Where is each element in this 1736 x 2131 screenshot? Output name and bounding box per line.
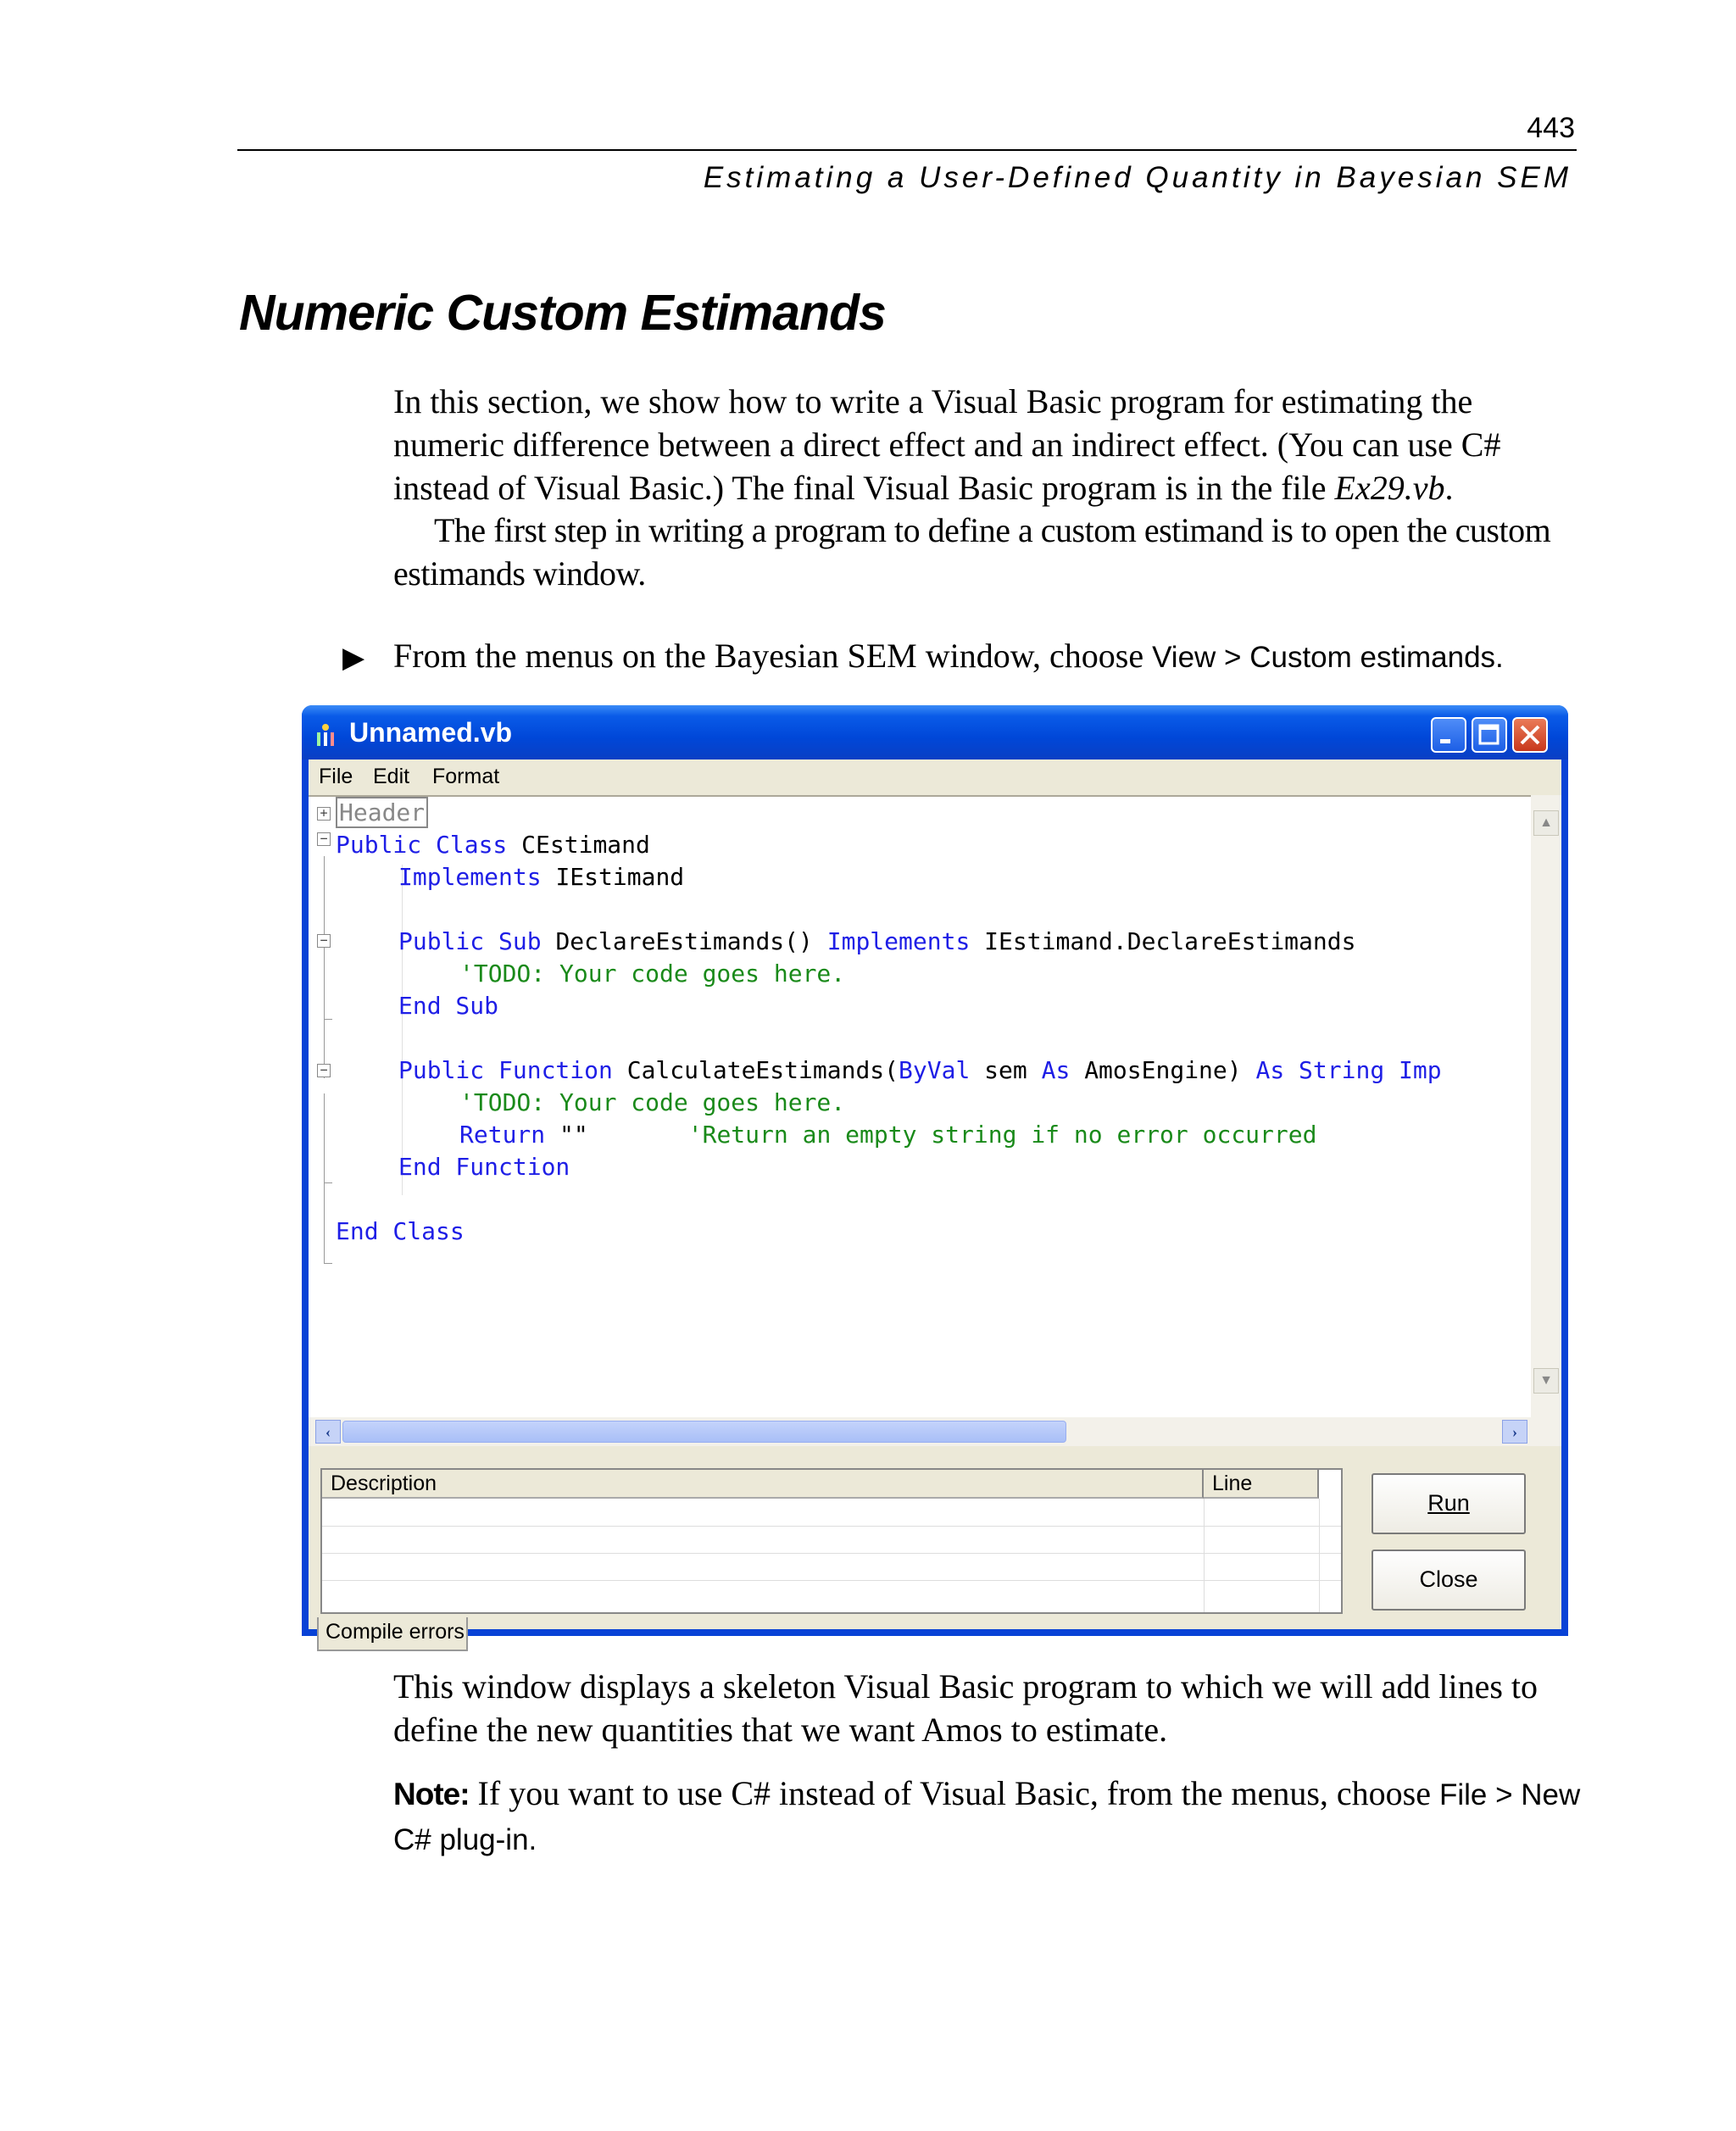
- menu-separator: >: [1216, 641, 1250, 674]
- bullet-text: From the menus on the Bayesian SEM window, choose: [393, 637, 1153, 675]
- compile-errors-table[interactable]: [320, 1468, 1343, 1614]
- maximize-icon: [1473, 719, 1505, 751]
- identifier: DeclareEstimands(): [555, 927, 827, 955]
- code-line: [459, 1087, 845, 1119]
- column-divider: [1204, 1499, 1205, 1612]
- scroll-up-icon[interactable]: ▲: [1533, 810, 1559, 836]
- column-divider: [1319, 1499, 1320, 1612]
- window-description-paragraph: This window displays a skeleton Visual Basic program to which we will add lines to define the new quantities that we want Amos to estimate.: [393, 1667, 1538, 1749]
- keyword: Implements: [826, 927, 985, 955]
- code-line: [336, 829, 650, 861]
- scroll-left-icon[interactable]: ‹: [315, 1420, 341, 1444]
- collapse-icon[interactable]: −: [317, 1064, 331, 1077]
- menu-new-csharp-plugin: New C# plug-in.: [393, 1778, 1581, 1856]
- run-button[interactable]: [1372, 1473, 1526, 1534]
- code-line: [398, 990, 498, 1022]
- intro-paragraph: [393, 380, 1589, 509]
- keyword: End Sub: [398, 992, 499, 1020]
- code-line: [336, 1216, 465, 1248]
- title-bar[interactable]: [302, 705, 1568, 759]
- outline-guide: [324, 1093, 325, 1204]
- identifier: CalculateEstimands(: [626, 1056, 899, 1084]
- menu-file[interactable]: File: [319, 765, 353, 788]
- header-region[interactable]: Header: [336, 797, 428, 828]
- scroll-right-icon[interactable]: ›: [1502, 1420, 1527, 1444]
- app-icon: [312, 722, 339, 749]
- keyword: ByVal: [899, 1056, 985, 1084]
- outline-guide: [324, 1263, 332, 1264]
- file-name: Ex29.vb: [1334, 469, 1445, 507]
- outline-guide: [324, 1204, 325, 1263]
- comment: 'Return an empty string if no error occurred: [687, 1121, 1317, 1149]
- keyword: Public Function: [398, 1056, 627, 1084]
- menu-separator: >: [1487, 1778, 1522, 1811]
- identifier: CEstimand: [521, 831, 650, 859]
- keyword: End Class: [336, 1217, 465, 1245]
- keyword: As: [1041, 1056, 1085, 1084]
- running-head: Estimating a User-Defined Quantity in Bayesian SEM: [703, 161, 1572, 194]
- horizontal-scroll-thumb[interactable]: [342, 1421, 1066, 1443]
- code-editor[interactable]: [309, 795, 1531, 1417]
- code-line: [398, 1054, 1442, 1087]
- horizontal-scrollbar[interactable]: [309, 1417, 1561, 1446]
- header-rule: [237, 149, 1577, 151]
- menu-view: View: [1152, 641, 1216, 674]
- code-line: [459, 1119, 1316, 1151]
- identifier: AmosEngine): [1084, 1056, 1256, 1084]
- note-text: If you want to use C# instead of Visual Basic, from the menus, choose: [469, 1774, 1439, 1812]
- close-window-button[interactable]: [1512, 717, 1548, 753]
- outline-guide: [324, 1019, 332, 1020]
- minimize-icon: [1433, 719, 1465, 751]
- scroll-down-icon[interactable]: ▼: [1533, 1368, 1559, 1394]
- identifier: IEstimand: [555, 863, 685, 891]
- close-icon: [1514, 719, 1546, 751]
- menu-edit[interactable]: Edit: [373, 765, 410, 788]
- note-paragraph: [393, 1772, 1589, 1861]
- menu-file-ref: File: [1438, 1778, 1488, 1811]
- comment: 'TODO: Your code goes here.: [459, 1088, 846, 1116]
- intro-end: .: [1444, 469, 1454, 507]
- code-line-header: [336, 797, 428, 829]
- bullet-arrow-icon: ▶: [342, 643, 365, 674]
- tab-compile-errors[interactable]: Compile errors: [317, 1617, 468, 1651]
- keyword: End Function: [398, 1153, 570, 1181]
- intro-text: In this section, we show how to write a Visual Basic program for estimating the numeric difference between a direct effect and an indirect effect. (You can use C# instead of Visual Basic.) The final Visual Basic program is in the file: [393, 382, 1501, 507]
- code-line: [398, 1151, 570, 1183]
- code-line: [398, 861, 684, 893]
- maximize-button[interactable]: [1472, 717, 1507, 753]
- table-row: [322, 1580, 1341, 1581]
- collapse-icon[interactable]: −: [317, 934, 331, 948]
- collapse-icon[interactable]: −: [317, 832, 331, 846]
- code-line: [398, 926, 1355, 958]
- outline-guide: [324, 856, 325, 1078]
- column-header-description[interactable]: Description: [322, 1470, 1204, 1499]
- identifier: IEstimand.DeclareEstimands: [984, 927, 1356, 955]
- note-label: Note:: [393, 1777, 470, 1811]
- table-row: [322, 1526, 1341, 1527]
- keyword: Public Class: [336, 831, 522, 859]
- instruction-bullet: [342, 634, 1597, 680]
- run-label: Run: [1427, 1490, 1470, 1516]
- column-header-line[interactable]: Line: [1204, 1470, 1319, 1499]
- vertical-scrollbar[interactable]: [1531, 795, 1561, 1417]
- keyword: Return: [459, 1121, 560, 1149]
- comment: 'TODO: Your code goes here.: [459, 960, 846, 988]
- close-button[interactable]: Close: [1372, 1550, 1526, 1611]
- table-row: [322, 1553, 1341, 1554]
- section-title: Numeric Custom Estimands: [239, 285, 886, 341]
- first-step-paragraph: The first step in writing a program to define a custom estimand is to open the custom estimands window.: [393, 511, 1551, 593]
- custom-estimands-window: [302, 705, 1568, 1644]
- indent-guide: [402, 865, 403, 1195]
- menu-custom-estimands: Custom estimands.: [1249, 641, 1504, 674]
- string: "": [559, 1121, 688, 1149]
- window-client-area: [309, 759, 1561, 1644]
- window-title: Unnamed.vb: [349, 717, 513, 748]
- identifier: sem: [984, 1056, 1042, 1084]
- menu-bar: [309, 759, 1561, 792]
- page-number: 443: [1527, 112, 1575, 144]
- minimize-button[interactable]: [1431, 717, 1466, 753]
- menu-format[interactable]: Format: [432, 765, 500, 788]
- code-line: [459, 958, 845, 990]
- keyword: As String Imp: [1255, 1056, 1442, 1084]
- keyword: Implements: [398, 863, 556, 891]
- expand-icon[interactable]: +: [317, 807, 331, 821]
- compile-errors-panel: [309, 1456, 1561, 1644]
- outline-guide: [324, 1182, 332, 1183]
- keyword: Public Sub: [398, 927, 556, 955]
